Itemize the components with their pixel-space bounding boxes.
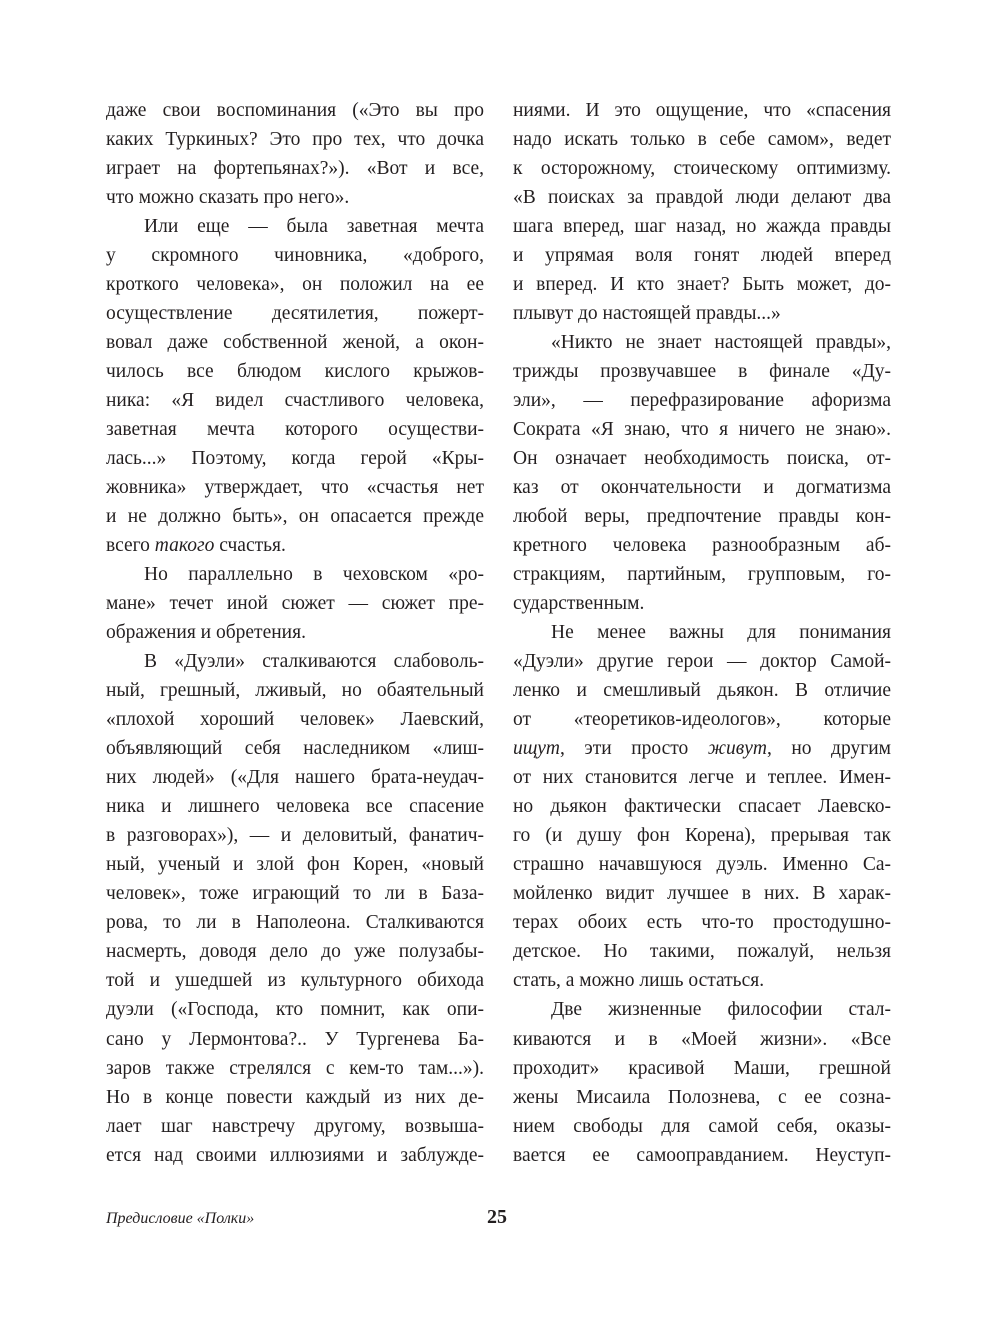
text-line: проходит» красивой Маши, грешной: [513, 1057, 891, 1079]
text-line: любой веры, предпочтение правды кон-: [513, 506, 891, 528]
text-span: всего: [106, 535, 155, 557]
text-line: той и ушедшей из культурного обихода: [106, 970, 484, 992]
text-line: стать, а можно лишь остаться.: [513, 970, 765, 992]
text-line: нием свободы для самой себя, оказы-: [513, 1115, 891, 1137]
text-span: счастья.: [214, 535, 286, 557]
text-line: каз от окончательности и догматизма: [513, 477, 891, 499]
text-line: страшно начавшуюся дуэль. Именно Са-: [513, 854, 891, 876]
text-line: Но в конце повести каждый из них де-: [106, 1086, 484, 1108]
text-line: ника и лишнего человека все спасение: [106, 796, 484, 818]
italic-emphasis: ищут: [513, 738, 560, 760]
text-line: «Дуэли» другие герои — доктор Самой-: [513, 651, 891, 673]
text-line: Сократа «Я знаю, что я ничего не знаю».: [513, 419, 891, 441]
text-line: Но параллельно в чеховском «ро-: [144, 564, 484, 586]
text-line: вается ее самооправданием. Неуступ-: [513, 1144, 891, 1166]
text-line: детское. Но такими, пожалуй, нельзя: [513, 941, 891, 963]
text-line: лает шаг навстречу другому, возвыша-: [106, 1115, 484, 1137]
text-line: к осторожному, стоическому оптимизму.: [513, 158, 891, 180]
text-line: шага вперед, шаг назад, но жажда правды: [513, 216, 891, 238]
text-line: и не должно быть», он опасается прежде: [106, 506, 484, 528]
text-line: трижды прозвучавшее в финале «Ду-: [513, 361, 891, 383]
text-line: [106, 531, 484, 560]
text-line: чилось все блюдом кислого крыжов-: [106, 361, 484, 383]
text-line: ниями. И это ощущение, что «спасения: [513, 100, 891, 121]
text-line: го (и душу фон Корена), прерывая так: [513, 825, 891, 847]
text-line: даже свои воспоминания («Это вы про: [106, 100, 484, 121]
text-line: насмерть, доводя дело до уже полузабы-: [106, 941, 484, 963]
text-line: ный, ученый и злой фон Корен, «новый: [106, 854, 484, 876]
text-line: эли», — перефразирование афоризма: [513, 390, 891, 412]
text-line: [513, 734, 891, 763]
text-line: рова, то ли в Наполеона. Сталкиваются: [106, 912, 484, 934]
text-span: , но другим: [766, 738, 891, 760]
text-line: и вперед. И кто знает? Быть может, до-: [513, 274, 891, 296]
text-line: играет на фортепьянах?»). «Вот и все,: [106, 158, 484, 180]
italic-emphasis: живут: [707, 738, 767, 760]
text-line: мойленко видит лучшее в них. В харак-: [513, 883, 891, 905]
text-line: сано у Лермонтова?.. У Тургенева Ба-: [106, 1028, 484, 1050]
text-line: объявляющий себя наследником «лиш-: [106, 738, 484, 760]
text-column-left: [106, 96, 484, 1170]
text-line: Или еще — была заветная мечта: [144, 216, 484, 238]
text-line: но дьякон фактически спасает Лаевско-: [513, 796, 891, 818]
text-line: у скромного чиновника, «доброго,: [106, 245, 484, 267]
text-line: киваются и в «Моей жизни». «Все: [513, 1028, 891, 1050]
italic-emphasis: такого: [154, 535, 215, 557]
text-line: кроткого человека», он положил на ее: [106, 274, 484, 296]
text-line: жовника» утверждает, что «счастья нет: [106, 477, 484, 499]
text-line: «В поисках за правдой люди делают два: [513, 187, 891, 209]
text-line: человек», тоже играющий то ли в База-: [106, 883, 484, 905]
text-line: ображения и обретения.: [106, 622, 306, 644]
text-line: в разговорах»), — и деловитый, фанатич-: [106, 825, 484, 847]
text-line: осуществление десятилетия, пожерт-: [106, 303, 484, 325]
text-line: В «Дуэли» сталкиваются слабоволь-: [144, 651, 484, 673]
text-line: заров также стрелялся с кем-то там...»).: [106, 1057, 484, 1079]
text-line: них людей» («Для нашего брата-неудач-: [106, 767, 484, 789]
text-line: дуэли («Господа, кто помнит, как опи-: [106, 999, 484, 1021]
text-line: вовал даже собственной женой, а окон-: [106, 332, 484, 354]
running-footer-title: Предисловие «Полки»: [106, 1210, 255, 1227]
text-span: , эти просто: [559, 738, 708, 760]
text-line: ется над своими иллюзиями и заблужде-: [106, 1144, 484, 1166]
text-line: заветная мечта которого осуществи-: [106, 419, 484, 441]
text-line: ника: «Я видел счастливого человека,: [106, 390, 484, 412]
text-line: что можно сказать про него».: [106, 187, 350, 209]
page-number: 25: [487, 1206, 507, 1228]
text-line: жены Мисаила Полознева, с ее созна-: [513, 1086, 891, 1108]
text-line: «Никто не знает настоящей правды»,: [551, 332, 891, 354]
text-line: каких Туркиных? Это про тех, что дочка: [106, 129, 484, 151]
text-line: «плохой хороший человек» Лаевский,: [106, 709, 484, 731]
text-line: Не менее важны для понимания: [551, 622, 891, 644]
text-column-right: [513, 96, 891, 1170]
text-line: кретного человека разнообразным аб-: [513, 535, 891, 557]
text-line: терах обоих есть что-то простодушно-: [513, 912, 891, 934]
text-line: ный, грешный, лживый, но обаятельный: [106, 680, 484, 702]
text-line: от них становится легче и теплее. Имен-: [513, 767, 891, 789]
text-line: стракциям, партийным, групповым, го-: [513, 564, 891, 586]
text-line: плывут до настоящей правды...»: [513, 303, 781, 325]
text-line: Он означает необходимость поиска, от-: [513, 448, 891, 470]
text-line: сударственным.: [513, 593, 645, 615]
text-line: мане» течет иной сюжет — сюжет пре-: [106, 593, 484, 615]
text-line: ленко и смешливый дьякон. В отличие: [513, 680, 891, 702]
text-line: надо искать только в себе самом», ведет: [513, 129, 891, 151]
text-line: от «теоретиков-идеологов», которые: [513, 709, 891, 731]
text-line: и упрямая воля гонят людей вперед: [513, 245, 891, 267]
text-line: Две жизненные философии стал-: [551, 999, 891, 1021]
text-line: лась...» Поэтому, когда герой «Кры-: [106, 448, 484, 470]
